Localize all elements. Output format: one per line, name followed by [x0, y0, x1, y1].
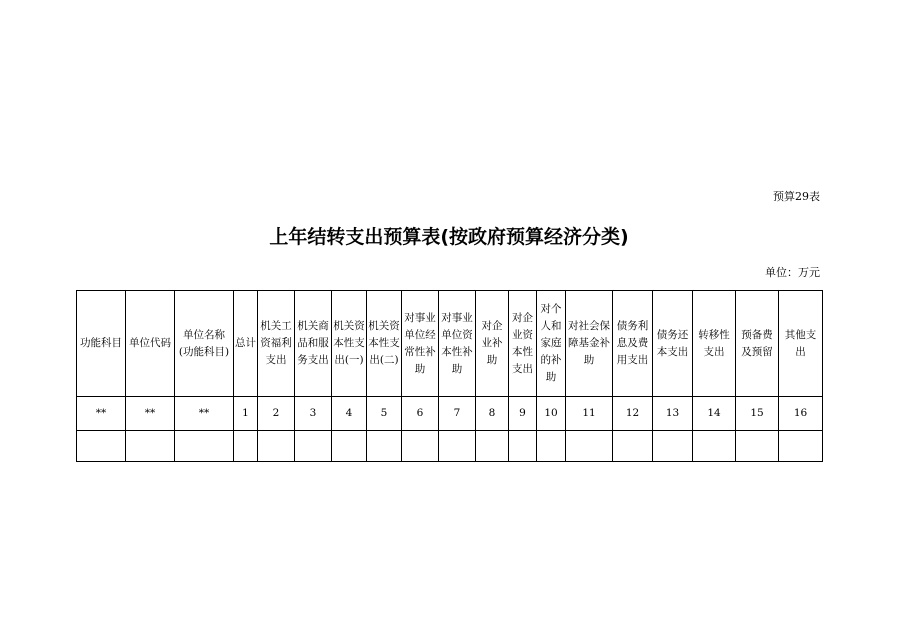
table-cell: **: [175, 397, 234, 431]
header-cell: 机关资本性支出(二): [367, 291, 402, 397]
budget-table: [76, 290, 823, 462]
table-cell: [693, 431, 736, 462]
table-cell: [613, 431, 653, 462]
table-cell: **: [77, 397, 126, 431]
form-number: 预算29表: [773, 190, 820, 203]
table-cell: [295, 431, 332, 462]
table-cell: [736, 431, 779, 462]
header-cell: 对事业单位资本性补助: [439, 291, 476, 397]
table-cell: 5: [367, 397, 402, 431]
table-cell: [77, 431, 126, 462]
header-cell: 对企业补助: [476, 291, 509, 397]
table-cell: 2: [258, 397, 295, 431]
header-cell: 预备费及预留: [736, 291, 779, 397]
table-cell: 10: [537, 397, 566, 431]
table-cell: [175, 431, 234, 462]
table-row: [77, 431, 823, 462]
header-cell: 对事业单位经常性补助: [402, 291, 439, 397]
table-cell: [126, 431, 175, 462]
table-header-row: [77, 291, 823, 397]
table-cell: 14: [693, 397, 736, 431]
header-cell: 对个人和家庭的补助: [537, 291, 566, 397]
table-cell: [234, 431, 258, 462]
table-cell: [509, 431, 537, 462]
header-cell: 对社会保障基金补助: [566, 291, 613, 397]
header-cell: 单位代码: [126, 291, 175, 397]
table-cell: 4: [332, 397, 367, 431]
header-cell: 单位名称(功能科目): [175, 291, 234, 397]
header-cell: 机关商品和服务支出: [295, 291, 332, 397]
table-cell: 3: [295, 397, 332, 431]
table-cell: [537, 431, 566, 462]
header-cell: 债务利息及费用支出: [613, 291, 653, 397]
table-cell: 8: [476, 397, 509, 431]
table-cell: 7: [439, 397, 476, 431]
table-cell: 12: [613, 397, 653, 431]
unit-label: 单位：万元: [765, 266, 820, 279]
table-cell: [653, 431, 693, 462]
table-cell: [779, 431, 823, 462]
page-title: 上年结转支出预算表(按政府预算经济分类): [269, 226, 629, 248]
table-cell: 15: [736, 397, 779, 431]
table-cell: 1: [234, 397, 258, 431]
table-cell: **: [126, 397, 175, 431]
header-cell: 功能科目: [77, 291, 126, 397]
header-cell: 其他支出: [779, 291, 823, 397]
table-cell: [439, 431, 476, 462]
table-cell: 9: [509, 397, 537, 431]
table-cell: 13: [653, 397, 693, 431]
header-cell: 对企业资本性支出: [509, 291, 537, 397]
header-cell: 机关资本性支出(一): [332, 291, 367, 397]
table-cell: 6: [402, 397, 439, 431]
table-cell: [476, 431, 509, 462]
table-cell: [258, 431, 295, 462]
header-cell: 机关工资福利支出: [258, 291, 295, 397]
table-cell: 16: [779, 397, 823, 431]
table-row: [77, 397, 823, 431]
header-cell: 债务还本支出: [653, 291, 693, 397]
header-cell: 转移性支出: [693, 291, 736, 397]
table-cell: [566, 431, 613, 462]
table-cell: [332, 431, 367, 462]
table-cell: [402, 431, 439, 462]
table-cell: [367, 431, 402, 462]
table-cell: 11: [566, 397, 613, 431]
header-cell: 总计: [234, 291, 258, 397]
